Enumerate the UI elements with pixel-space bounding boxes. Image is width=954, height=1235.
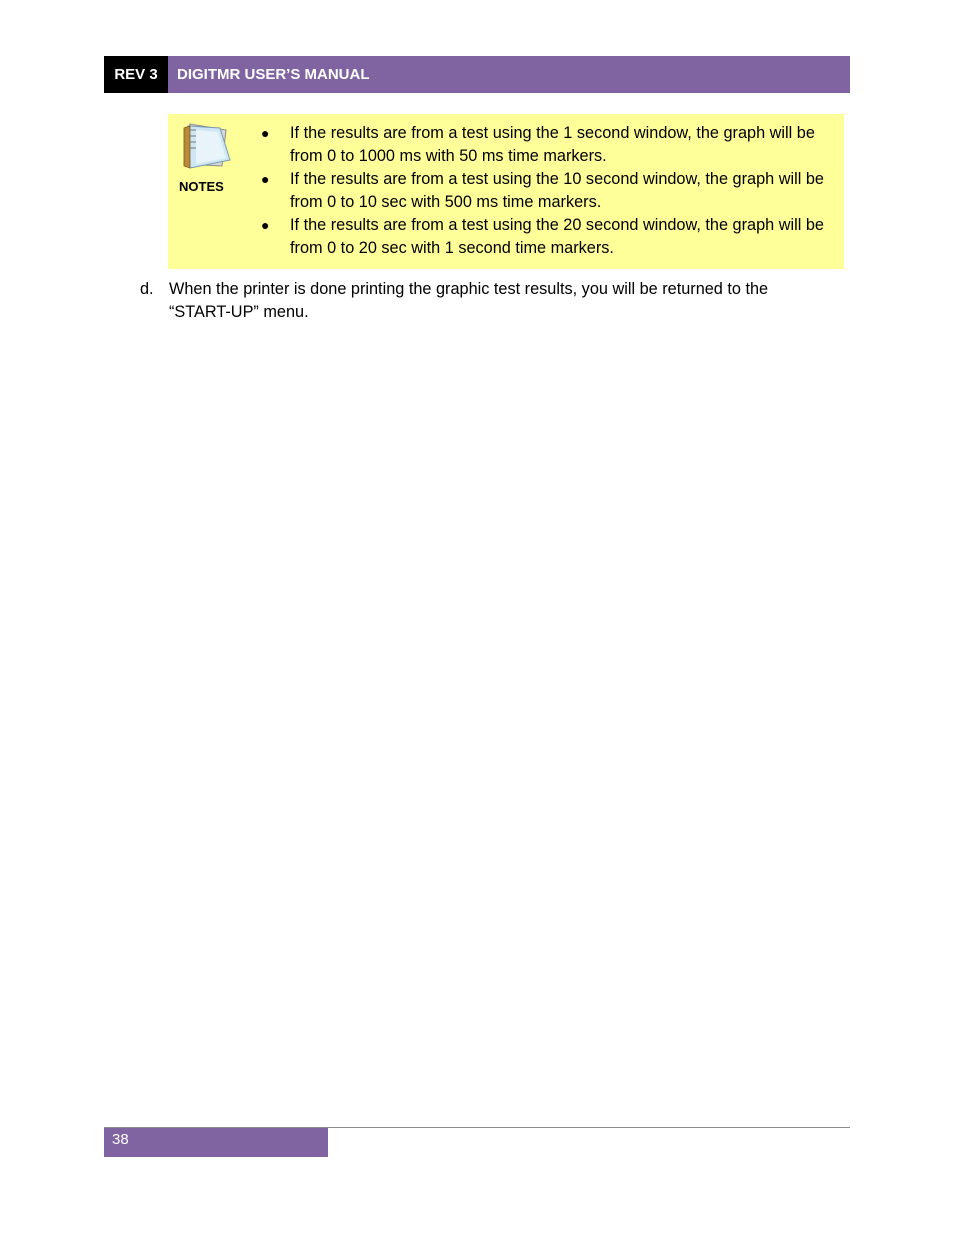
notes-list bbox=[168, 122, 838, 260]
bullet-icon: ● bbox=[261, 171, 270, 187]
revision-label: REV 3 bbox=[104, 56, 168, 93]
bullet-icon: ● bbox=[261, 217, 270, 233]
note-text: If the results are from a test using the 10 second window, the graph will be from 0 to 10 sec with 500 ms time markers. bbox=[290, 170, 824, 211]
page-header bbox=[104, 56, 850, 93]
note-text: If the results are from a test using the 1 second window, the graph will be from 0 to 1000 ms with 50 ms time markers. bbox=[290, 124, 815, 165]
step-marker: d. bbox=[140, 280, 154, 298]
step-text: When the printer is done printing the graphic test results, you will be returned to the “START-UP” menu. bbox=[169, 280, 769, 321]
list-item bbox=[168, 168, 838, 214]
page-number: 38 bbox=[104, 1128, 328, 1157]
notes-label: NOTES bbox=[179, 179, 224, 194]
note-text: If the results are from a test using the 20 second window, the graph will be from 0 to 20 sec with 1 second time markers. bbox=[290, 216, 824, 257]
bullet-icon: ● bbox=[261, 125, 270, 141]
step-d bbox=[140, 278, 830, 324]
list-item bbox=[168, 214, 838, 260]
manual-title: DIGITMR USER’S MANUAL bbox=[168, 56, 850, 93]
list-item bbox=[168, 122, 838, 168]
notes-callout bbox=[168, 114, 844, 269]
